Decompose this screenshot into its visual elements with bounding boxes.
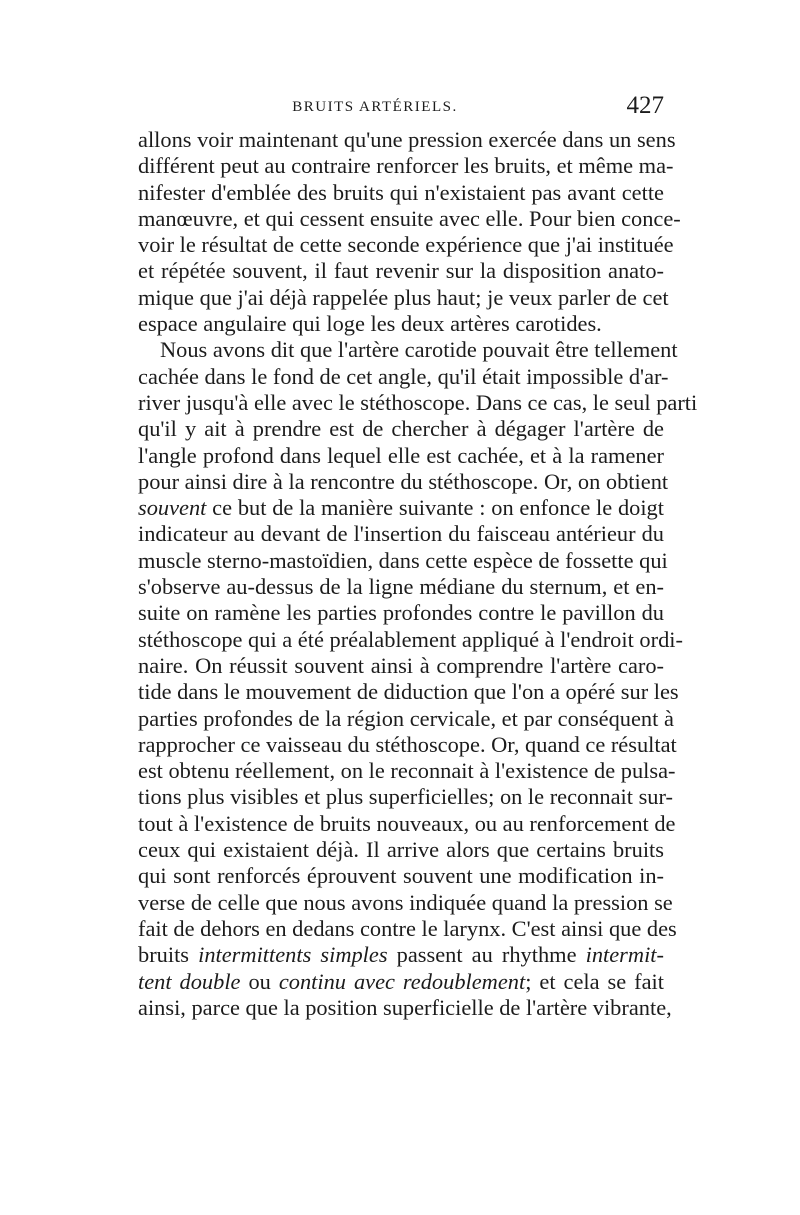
- text-line: rapprocher ce vaisseau du stéthoscope. Or, quand ce résultat: [138, 731, 677, 757]
- italic-phrase: intermit-: [585, 942, 664, 968]
- text-line: tout à l'existence de bruits nouveaux, ou au renforcement de: [138, 810, 676, 836]
- text-line: [138, 942, 664, 968]
- text-line: qui sont renforcés éprouvent souvent une modification in-: [138, 863, 664, 889]
- text-line: espace angulaire qui loge les deux artères carotides.: [138, 311, 602, 337]
- running-title: BRUITS ARTÉRIELS.: [292, 99, 458, 115]
- body-text: [138, 127, 698, 1021]
- text-line: parties profondes de la région cervicale, et par conséquent à: [138, 705, 674, 731]
- text-line: stéthoscope qui a été préalablement appliqué à l'endroit ordi-: [138, 626, 683, 652]
- text-line: est obtenu réellement, on le reconnait à l'existence de pulsa-: [138, 758, 676, 784]
- text-line: nifester d'emblée des bruits qui n'existaient pas avant cette: [138, 179, 664, 205]
- text-line: ceux qui existaient déjà. Il arrive alors que certains bruits: [138, 837, 664, 863]
- text-line: qu'il y ait à prendre est de chercher à dégager l'artère de: [138, 416, 664, 442]
- page-number: 427: [626, 92, 664, 119]
- text-line: ainsi, parce que la position superficielle de l'artère vibrante,: [138, 994, 672, 1020]
- italic-word: souvent: [138, 495, 207, 521]
- text-line: mique que j'ai déjà rappelée plus haut; je veux parler de cet: [138, 284, 669, 310]
- text-segment: ce but de la manière suivante : on enfonce le doigt: [212, 495, 664, 521]
- running-head: [138, 92, 664, 122]
- text-line: [138, 495, 664, 521]
- text-segment: bruits: [138, 942, 190, 968]
- text-line: tide dans le mouvement de diduction que l'on a opéré sur les: [138, 679, 679, 705]
- text-line: [138, 969, 664, 995]
- text-line: manœuvre, et qui cessent ensuite avec elle. Pour bien conce-: [138, 205, 681, 231]
- text-line: l'angle profond dans lequel elle est cachée, et à la ramener: [138, 442, 664, 468]
- text-segment: passent au rhythme: [396, 942, 577, 968]
- italic-phrase: intermittents simples: [198, 942, 388, 968]
- text-line: allons voir maintenant qu'une pression exercée dans un sens: [138, 127, 676, 152]
- text-line: et répétée souvent, il faut revenir sur la disposition anato-: [138, 258, 664, 284]
- text-line: tions plus visibles et plus superficielles; on le reconnait sur-: [138, 784, 673, 810]
- text-line: pour ainsi dire à la rencontre du stéthoscope. Or, on obtient: [138, 468, 669, 494]
- text-line: fait de dehors en dedans contre le larynx. C'est ainsi que des: [138, 915, 677, 941]
- text-segment: ; et cela se fait: [525, 968, 664, 994]
- italic-phrase: tent double: [138, 968, 241, 994]
- text-line: river jusqu'à elle avec le stéthoscope. Dans ce cas, le seul parti: [138, 389, 698, 415]
- text-line: muscle sterno-mastoïdien, dans cette espèce de fossette qui: [138, 547, 668, 573]
- italic-phrase: continu avec redoublement: [278, 968, 526, 994]
- text-line: s'observe au-dessus de la ligne médiane du sternum, et en-: [138, 574, 664, 600]
- text-line: voir le résultat de cette seconde expérience que j'ai instituée: [138, 232, 674, 258]
- text-line: suite on ramène les parties profondes contre le pavillon du: [138, 600, 664, 626]
- text-line: Nous avons dit que l'artère carotide pouvait être tellement: [160, 337, 678, 363]
- text-line: indicateur au devant de l'insertion du faisceau antérieur du: [138, 521, 664, 547]
- text-segment: ou: [248, 968, 271, 994]
- text-line: verse de celle que nous avons indiquée quand la pression se: [138, 889, 673, 915]
- text-line: naire. On réussit souvent ainsi à comprendre l'artère caro-: [138, 652, 664, 678]
- text-line: cachée dans le fond de cet angle, qu'il était impossible d'ar-: [138, 363, 669, 389]
- text-line: différent peut au contraire renforcer les bruits, et même ma-: [138, 153, 674, 179]
